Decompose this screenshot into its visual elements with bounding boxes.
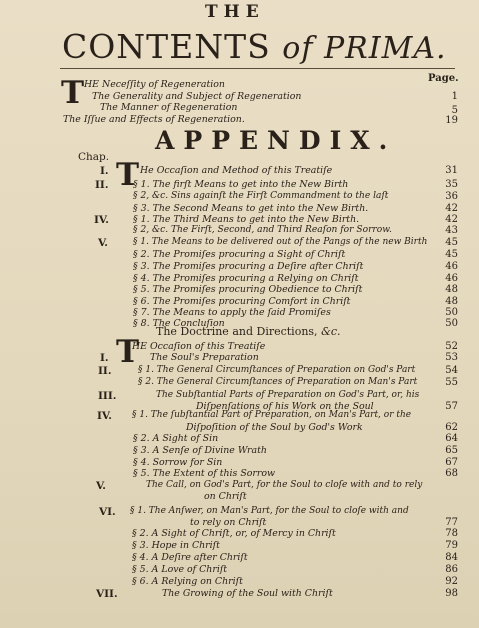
chapter-numeral: VII. [96,588,118,600]
contents-entry: § 1. The Means to be delivered out of the Pangs of the new Birth [133,237,428,247]
contents-entry: § 2. The Promiſes procuring a Sight of Chriſt [133,249,346,260]
page-number: 45 [445,237,458,248]
section1-drop-cap: T [116,157,140,193]
contents-entry: § 4. The Promiſes procuring a Relying on Chriſt [133,273,359,284]
page-title [62,27,447,66]
contents-entry: § 5. The Promiſes procuring Obedience to Chriſt [133,284,363,295]
doctrine-subtitle [156,326,341,337]
intro-item-3: The Manner of Regeneration [100,102,238,113]
contents-entry: § 8. The Concluſion [133,318,225,329]
contents-entry: § 2, &c. The Firſt, Second, and Third Reaſon for Sorrow. [133,225,392,235]
chapter-numeral: I. [100,352,109,364]
contents-entry: § 7. The Means to apply the ſaid Promiſes [133,307,331,318]
intro-item-2-page: 1 [451,91,458,102]
chapter-numeral: IV. [94,214,109,226]
page-number: 78 [445,528,458,539]
subtitle-text: The Doctrine and Directions, [156,325,322,338]
contents-entry: § 2. The General Circumſtances of Preparation on Man's Part [138,377,418,387]
contents-entry: to rely on Chriſt [190,517,267,528]
chapter-numeral: VI. [99,506,116,518]
contents-entry: § 1. The ſubſtantial Part of Preparation, on Man's Part, or the [132,410,412,420]
page-number: 46 [445,261,458,272]
page-number: 84 [445,552,458,563]
chap-label: Chap. [78,151,110,163]
page-number: 55 [445,377,458,388]
contents-entry: Diſpenſations of his Work on the Soul [196,401,374,412]
contents-entry: § 2. A Sight of Sin [133,433,219,444]
page-number: 98 [445,588,458,599]
contents-entry: § 1. The Anſwer, on Man's Part, for the Soul to cloſe with and [130,506,409,516]
page-number: 52 [445,341,458,352]
chapter-numeral: I. [100,165,109,177]
page-number: 45 [445,249,458,260]
contents-entry: § 6. The Promiſes procuring Comfort in Chriſt [133,296,351,307]
chapter-numeral: V. [96,480,106,492]
page-number: 77 [445,517,458,528]
contents-entry: § 1. The Third Means to get into the New Birth. [133,214,360,225]
title-contents: CONTENTS [62,27,271,66]
header-the: THE [205,2,265,22]
page-number: 48 [445,296,458,307]
contents-entry: § 5. The Extent of this Sorrow [133,468,276,479]
page-number: 79 [445,540,458,551]
contents-entry: The Subſtantial Parts of Preparation on God's Part, or, his [156,390,420,400]
page-number: 42 [445,214,458,225]
contents-entry: HE Occaſion of this Treatiſe [132,341,266,352]
contents-entry: § 6. A Relying on Chriſt [132,576,243,587]
page-number: 62 [445,422,458,433]
chapter-numeral: III. [98,390,117,402]
title-of-prima: of PRIMA. [282,31,447,66]
subtitle-etc: &c. [321,325,341,338]
page-number: 53 [445,352,458,363]
page-number: 36 [445,191,458,202]
contents-entry: § 3. Hope in Chriſt [132,540,220,551]
page-number: 48 [445,284,458,295]
contents-entry: § 3. The Second Means to get into the New Birth. [133,203,369,214]
contents-entry: § 5. A Love of Chriſt [132,564,228,575]
page-number: 92 [445,576,458,587]
intro-item-2: The Generality and Subject of Regeneration [92,91,302,102]
section2-drop-cap: T [116,334,140,370]
intro-item-4: The Iſſue and Effects of Regeneration. [63,114,245,125]
intro-item-1: HE Neceſſity of Regeneration [84,79,225,90]
contents-entry: § 1. The General Circumſtances of Preparation on God's Part [138,365,416,375]
page-number: 35 [445,179,458,190]
page-number: 65 [445,445,458,456]
page-number: 54 [445,365,458,376]
page-column-label: Page. [428,73,459,84]
contents-entry: § 2. A Sight of Chriſt, or, of Mercy in Chriſt [132,528,336,539]
intro-item-3-page: 5 [451,105,458,116]
contents-entry: He Occaſion and Method of this Treatiſe [140,165,333,176]
page-number: 46 [445,273,458,284]
contents-entry: § 1. The firſt Means to get into the New Birth [133,179,349,190]
page-number: 64 [445,433,458,444]
intro-drop-cap: T [61,75,85,111]
page-number: 42 [445,203,458,214]
chapter-numeral: V. [98,237,108,249]
page-number: 31 [445,165,458,176]
page-number: 43 [445,225,458,236]
contents-entry: § 3. The Promiſes procuring a Deſire after Chriſt [133,261,364,272]
page-number: 86 [445,564,458,575]
contents-entry: § 3. A Senſe of Divine Wrath [133,445,267,456]
contents-entry: The Call, on God's Part, for the Soul to cloſe with and to rely [146,480,423,490]
page-number: 50 [445,307,458,318]
chapter-numeral: II. [95,179,109,191]
page-number: 50 [445,318,458,329]
contents-entry: § 4. Sorrow for Sin [133,457,223,468]
contents-entry: § 4. A Deſire after Chriſt [132,552,248,563]
contents-entry: on Chriſt [204,491,247,502]
contents-entry: The Soul's Preparation [150,352,259,363]
page-number: 57 [445,401,458,412]
header-rule [60,68,455,69]
page-number: 67 [445,457,458,468]
appendix-title: APPENDIX. [155,126,397,155]
contents-entry: Diſpoſition of the Soul by God's Work [186,422,363,433]
contents-entry: The Growing of the Soul with Chriſt [162,588,333,599]
chapter-numeral: II. [98,365,112,377]
intro-item-4-page: 19 [445,115,458,126]
page-number: 68 [445,468,458,479]
contents-entry: § 2, &c. Sins againſt the Firſt Commandment to the laſt [133,191,389,201]
chapter-numeral: IV. [97,410,112,422]
